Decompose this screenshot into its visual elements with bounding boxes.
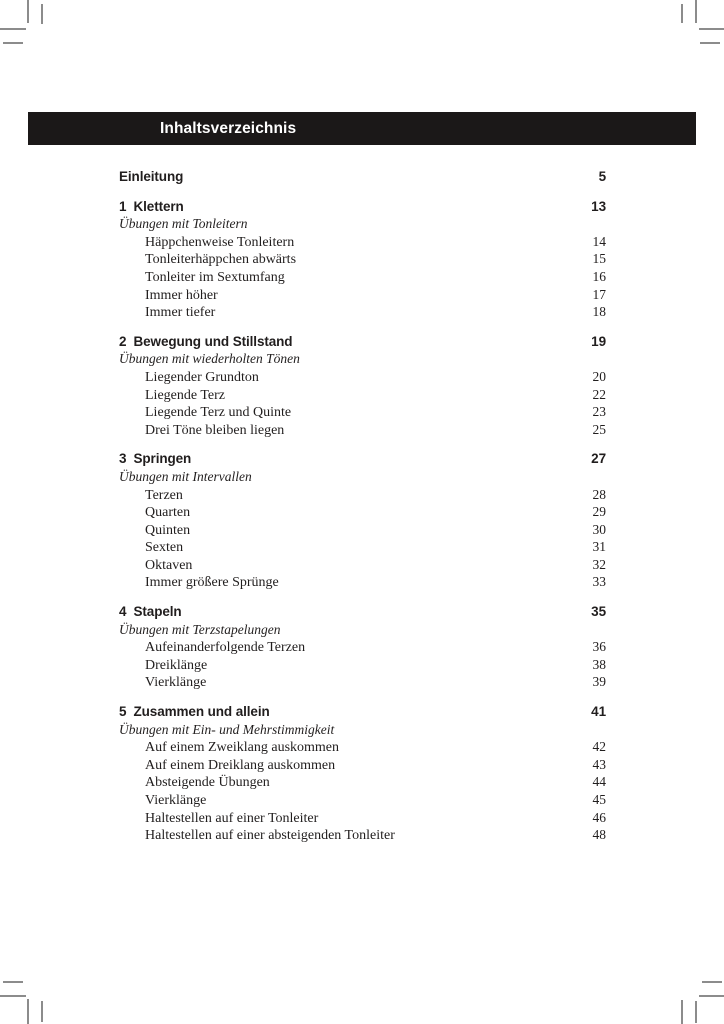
toc-entry [119, 268, 606, 286]
table-of-contents [119, 168, 606, 844]
toc-entry-label: Oktaven [145, 557, 193, 573]
toc-page-number: 5 [598, 169, 606, 184]
toc-entry [119, 503, 606, 521]
toc-page-number: 20 [592, 368, 606, 384]
chapter-subtitle-label: Übungen mit Ein- und Mehrstimmigkeit [119, 721, 335, 737]
toc-entry [119, 826, 606, 844]
toc-chapter-subtitle [119, 350, 606, 368]
toc-page-number: 41 [591, 704, 606, 720]
toc-entry [119, 233, 606, 251]
toc-page-number: 29 [592, 504, 606, 520]
toc-entry [119, 421, 606, 439]
toc-entry-label: Haltestellen auf einer Tonleiter [145, 810, 319, 826]
toc-entry [119, 538, 606, 556]
toc-entry-label: Immer tiefer [145, 305, 216, 321]
toc-entry [119, 521, 606, 539]
toc-entry-label: Aufeinanderfolgende Terzen [145, 640, 306, 656]
page-title: Inhaltsverzeichnis [160, 120, 297, 137]
toc-entry-label: Quinten [145, 522, 191, 538]
toc-page-number: 15 [592, 251, 606, 267]
toc-entry [119, 773, 606, 791]
toc-page-number: 16 [592, 268, 606, 284]
toc-entry-label: Auf einem Dreiklang auskommen [145, 757, 336, 773]
toc-entry-label: Liegende Terz und Quinte [145, 405, 292, 421]
toc-page-number: 14 [592, 233, 606, 249]
crop-mark [700, 42, 720, 44]
toc-entry-label: Sexten [145, 540, 184, 556]
toc-entry-label: Terzen [145, 487, 183, 503]
toc-page-number: 18 [592, 304, 606, 320]
toc-entry-label: Drei Töne bleiben liegen [145, 422, 285, 438]
toc-page-number: 28 [592, 486, 606, 502]
chapter-subtitle-label: Übungen mit Tonleitern [119, 216, 248, 232]
toc-entry [119, 303, 606, 321]
toc-page-number: 27 [591, 451, 606, 467]
chapter-title: Bewegung und Stillstand [133, 333, 293, 349]
toc-page-number: 19 [591, 333, 606, 349]
chapter-title: Springen [133, 451, 192, 467]
toc-page-number: 17 [592, 286, 606, 302]
crop-mark [702, 981, 722, 983]
toc-entry-label: Quarten [145, 505, 191, 521]
crop-mark [681, 4, 683, 23]
crop-mark [3, 981, 23, 983]
toc-entry [119, 809, 606, 827]
toc-entry-label: Vierklänge [145, 675, 207, 691]
toc-entry-label: Dreiklänge [145, 657, 208, 673]
toc-entry [119, 573, 606, 591]
crop-mark [27, 0, 29, 23]
toc-page-number: 13 [591, 198, 606, 214]
toc-page-number: 44 [592, 774, 606, 790]
chapter-subtitle-label: Übungen mit Terzstapelungen [119, 621, 281, 637]
toc-entry-label: Einleitung [119, 169, 184, 184]
toc-page-number: 38 [592, 656, 606, 672]
toc-chapter-subtitle [119, 721, 606, 739]
chapter-number: 5 [119, 704, 127, 720]
toc-chapter-subtitle [119, 468, 606, 486]
crop-mark [681, 1000, 683, 1024]
toc-page-number: 32 [592, 556, 606, 572]
toc-page-number: 42 [592, 739, 606, 755]
toc-page-number: 48 [592, 827, 606, 843]
toc-page-number: 25 [592, 421, 606, 437]
toc-page-number: 22 [592, 386, 606, 402]
chapter-number: 2 [119, 333, 127, 349]
toc-entry-label: Haltestellen auf einer absteigenden Tonleiter [145, 828, 395, 844]
toc-page-number: 39 [592, 674, 606, 690]
toc-page-number: 36 [592, 639, 606, 655]
toc-entry-label: Tonleiterhäppchen abwärts [145, 252, 297, 268]
chapter-number: 4 [119, 604, 127, 620]
toc-page-number: 46 [592, 809, 606, 825]
chapter-title-bar [28, 112, 696, 145]
chapter-number: 1 [119, 198, 127, 214]
toc-chapter-heading [119, 198, 606, 216]
toc-entry-label: Absteigende Übungen [145, 775, 270, 791]
toc-entry-label: Tonleiter im Sextumfang [145, 269, 285, 285]
toc-entry-label: Immer größere Sprünge [145, 575, 279, 591]
toc-chapter-subtitle [119, 215, 606, 233]
chapter-subtitle-label: Übungen mit Intervallen [119, 468, 252, 484]
crop-mark [27, 999, 29, 1024]
toc-entry-label: Vierklänge [145, 793, 207, 808]
crop-mark [695, 1001, 697, 1023]
toc-entry [119, 638, 606, 656]
toc-entry [119, 250, 606, 268]
crop-mark [699, 28, 724, 30]
crop-mark [699, 995, 724, 997]
toc-page-number: 45 [592, 792, 606, 807]
toc-entry [119, 656, 606, 674]
toc-entry-label: Immer höher [145, 287, 218, 303]
toc-entry-label: Auf einem Zweiklang auskommen [145, 740, 340, 756]
toc-entry [119, 556, 606, 574]
toc-entry-label: Liegender Grundton [145, 369, 259, 385]
toc-page-number: 43 [592, 756, 606, 772]
toc-chapter-subtitle [119, 621, 606, 639]
toc-chapter-heading [119, 603, 606, 621]
toc-entry [119, 403, 606, 421]
chapter-title: Stapeln [133, 604, 182, 620]
toc-entry-label: Liegende Terz [145, 387, 225, 403]
toc-entry [119, 386, 606, 404]
toc-page-number: 30 [592, 521, 606, 537]
toc-chapter-heading [119, 450, 606, 468]
toc-page-number: 23 [592, 404, 606, 420]
toc-page-number: 31 [592, 539, 606, 555]
chapter-subtitle-label: Übungen mit wiederholten Tönen [119, 351, 300, 367]
toc-entry [119, 791, 606, 809]
chapter-title: Zusammen und allein [133, 704, 270, 720]
toc-entry [119, 486, 606, 504]
toc-entry [119, 673, 606, 691]
crop-mark [3, 42, 23, 44]
chapter-number: 3 [119, 451, 127, 467]
toc-page-number: 35 [591, 604, 606, 620]
crop-mark [695, 0, 697, 23]
crop-mark [0, 995, 26, 997]
toc-intro-entry [119, 168, 606, 186]
toc-entry [119, 286, 606, 304]
toc-entry [119, 368, 606, 386]
crop-mark [41, 1001, 43, 1022]
toc-chapter-heading [119, 703, 606, 721]
toc-chapter-heading [119, 333, 606, 351]
crop-mark [0, 28, 26, 30]
crop-mark [41, 4, 43, 24]
toc-entry-label: Häppchenweise Tonleitern [145, 234, 295, 250]
toc-entry [119, 738, 606, 756]
chapter-title: Klettern [133, 198, 184, 214]
toc-page-number: 33 [592, 574, 606, 590]
toc-entry [119, 756, 606, 774]
